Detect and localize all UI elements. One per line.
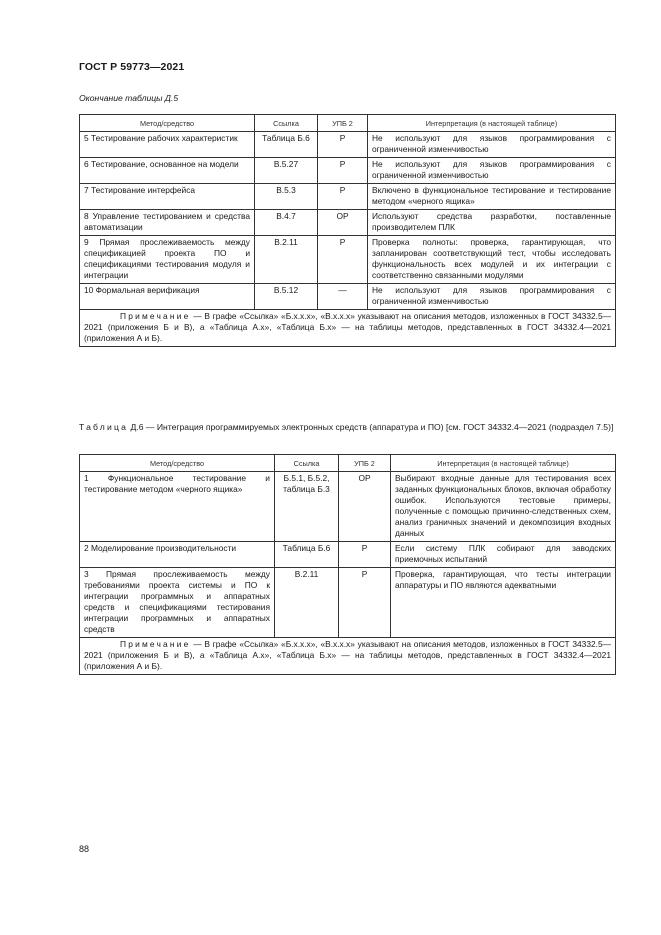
interpretation-cell: Выбирают входные данные для тестирования всех заданных функциональных блоков, включая обработку ошибок. Используются тестовые примеры, полученные с помощью причинно-следственных схем, анализ граничных значений и декомпозиция входных данных xyxy=(391,472,616,542)
reference-cell: Таблица Б.6 xyxy=(275,542,339,568)
note-label: Примечание xyxy=(120,311,191,321)
method-cell: 5 Тестирование рабочих характеристик xyxy=(80,132,255,158)
note-text: — В графе «Ссылка» «Б.х.х.х», «В.х.х.х» указывают на описания методов, изложенных в ГОСТ 34332.5—2021 (приложения Б и В), а «Таблица А.х», «Таблица Б.х» — на таблицы методов, представленных в ГОСТ 34332.4—2021 (приложения А и Б). xyxy=(84,639,611,671)
column-header-method: Метод/средство xyxy=(80,455,275,472)
column-header-reference: Ссылка xyxy=(275,455,339,472)
upb-cell: Р xyxy=(339,568,391,638)
upb-cell: Р xyxy=(339,542,391,568)
caption-text: Д.6 — Интеграция программируемых электронных средств (аппаратура и ПО) [см. ГОСТ 34332.4—2021 (подраздел 7.5)] xyxy=(128,422,614,432)
reference-cell: Таблица Б.6 xyxy=(255,132,318,158)
reference-cell: В.2.11 xyxy=(275,568,339,638)
caption-label: Таблица xyxy=(79,422,129,432)
interpretation-cell: Включено в функциональное тестирование и тестирование методом «черного ящика» xyxy=(368,184,616,210)
interpretation-cell: Не используют для языков программирования с ограниченной изменчивостью xyxy=(368,284,616,310)
table-d6 xyxy=(79,454,616,675)
method-cell: 6 Тестирование, основанное на модели xyxy=(80,158,255,184)
interpretation-cell: Используют средства разработки, поставленные производителем ПЛК xyxy=(368,210,616,236)
column-header-method: Метод/средство xyxy=(80,115,255,132)
method-cell: 7 Тестирование интерфейса xyxy=(80,184,255,210)
table-header-row xyxy=(80,455,616,472)
table-row xyxy=(80,236,616,284)
interpretation-cell: Если систему ПЛК собирают для заводских приемочных испытаний xyxy=(391,542,616,568)
method-cell: 2 Моделирование производительности xyxy=(80,542,275,568)
table-row xyxy=(80,184,616,210)
upb-cell: — xyxy=(318,284,368,310)
upb-cell: Р xyxy=(318,158,368,184)
table-row xyxy=(80,132,616,158)
method-cell: 10 Формальная верификация xyxy=(80,284,255,310)
table-row xyxy=(80,210,616,236)
reference-cell: В.5.27 xyxy=(255,158,318,184)
table-row xyxy=(80,568,616,638)
reference-cell: В.2.11 xyxy=(255,236,318,284)
document-title: ГОСТ Р 59773—2021 xyxy=(79,61,185,73)
upb-cell: ОР xyxy=(339,472,391,542)
method-cell: 9 Прямая прослеживаемость между спецификацией проекта ПО и спецификациями тестирования модуля и интеграции xyxy=(80,236,255,284)
table-row xyxy=(80,542,616,568)
interpretation-cell: Проверка, гарантирующая, что тесты интеграции аппаратуры и ПО являются адекватными xyxy=(391,568,616,638)
note-text: — В графе «Ссылка» «Б.х.х.х», «В.х.х.х» указывают на описания методов, изложенных в ГОСТ 34332.5—2021 (приложения Б и В), а «Таблица А.х», «Таблица Б.х» — на таблицы методов, представленных в ГОСТ 34332.4—2021 (приложения А и Б). xyxy=(84,311,611,343)
table-note xyxy=(80,638,616,675)
reference-cell: В.4.7 xyxy=(255,210,318,236)
table-note-row xyxy=(80,310,616,347)
interpretation-cell: Не используют для языков программирования с ограниченной изменчивостью xyxy=(368,158,616,184)
column-header-reference: Ссылка xyxy=(255,115,318,132)
table-row xyxy=(80,472,616,542)
upb-cell: Р xyxy=(318,132,368,158)
table-row xyxy=(80,284,616,310)
table-row xyxy=(80,158,616,184)
interpretation-cell: Проверка полноты: проверка, гарантирующая, что запланирован соответствующий тест, чтобы исследовать функциональность всех модулей и их интеграции с соответственно связанными модулями xyxy=(368,236,616,284)
column-header-interpretation: Интерпретация (в настоящей таблице) xyxy=(368,115,616,132)
upb-cell: ОР xyxy=(318,210,368,236)
column-header-interpretation: Интерпретация (в настоящей таблице) xyxy=(391,455,616,472)
table-note-row xyxy=(80,638,616,675)
note-label: Примечание xyxy=(120,639,191,649)
table-d6-caption xyxy=(79,421,615,433)
column-header-upb: УПБ 2 xyxy=(339,455,391,472)
table-caption: Окончание таблицы Д.5 xyxy=(79,93,179,103)
column-header-upb: УПБ 2 xyxy=(318,115,368,132)
method-cell: 8 Управление тестированием и средства автоматизации xyxy=(80,210,255,236)
upb-cell: Р xyxy=(318,184,368,210)
method-cell: 3 Прямая прослеживаемость между требованиями проекта системы и ПО к интеграции программных и аппаратных средств и спецификациями тестирования интеграции программных и аппаратных средств xyxy=(80,568,275,638)
reference-cell: Б.5.1, Б.5.2, таблица Б.3 xyxy=(275,472,339,542)
table-header-row xyxy=(80,115,616,132)
method-cell: 1 Функциональное тестирование и тестирование методом «черного ящика» xyxy=(80,472,275,542)
reference-cell: В.5.3 xyxy=(255,184,318,210)
reference-cell: В.5.12 xyxy=(255,284,318,310)
table-d5-continuation xyxy=(79,114,616,347)
upb-cell: Р xyxy=(318,236,368,284)
table-note xyxy=(80,310,616,347)
interpretation-cell: Не используют для языков программирования с ограниченной изменчивостью xyxy=(368,132,616,158)
page-number: 88 xyxy=(79,844,90,854)
